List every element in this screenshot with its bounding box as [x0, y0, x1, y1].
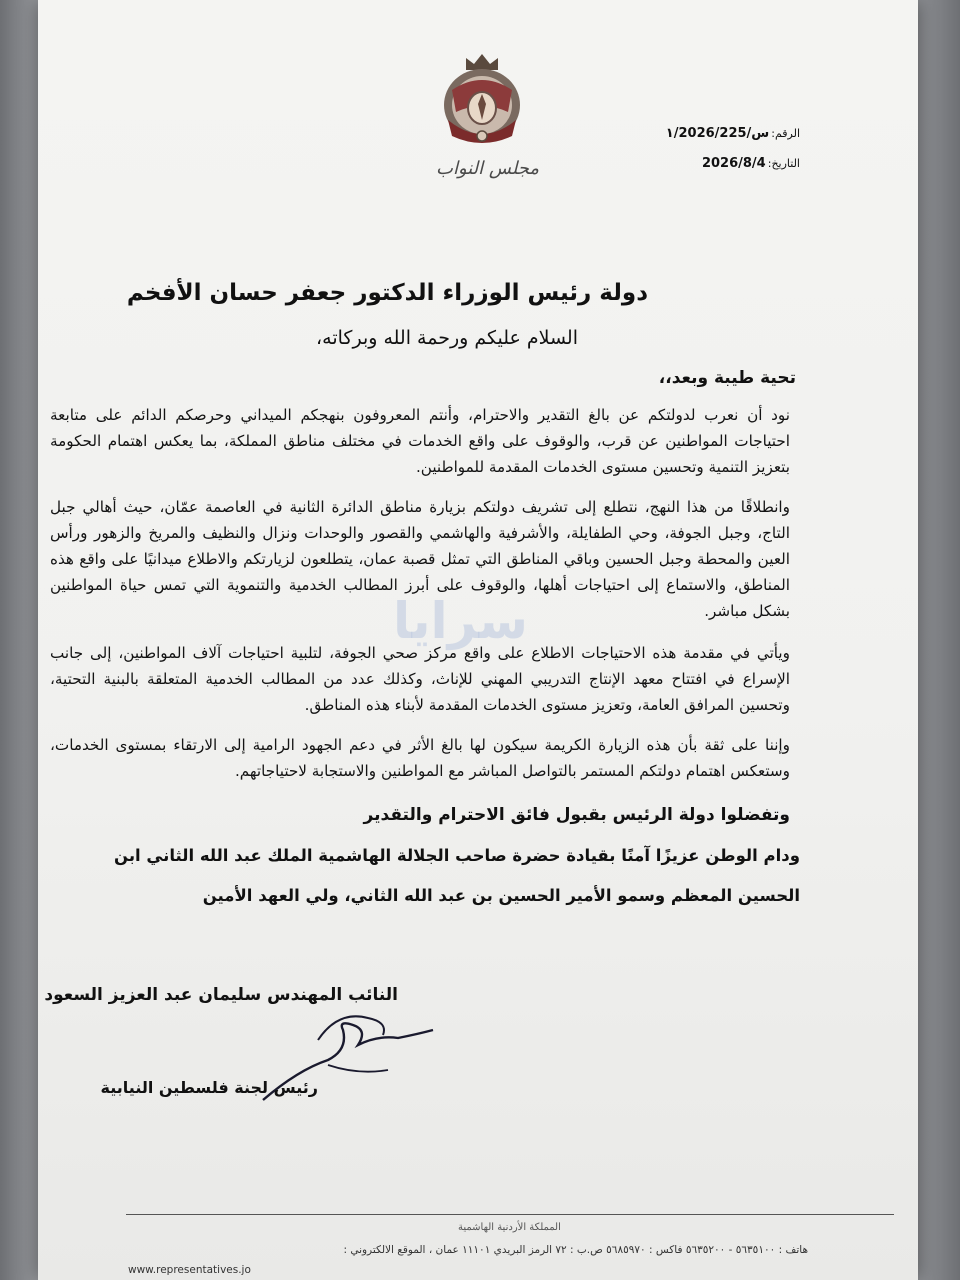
- letter-salutation: السلام عليكم ورحمة الله وبركاته،: [316, 327, 578, 349]
- footer-website: www.representatives.jo: [128, 1264, 251, 1276]
- letter-paragraph-1: نود أن نعرب لدولتكم عن بالغ التقدير والاحترام، وأنتم المعروفون بنهجكم الميداني وحرصكم الدائم على متابعة احتياجات المواطنين عن قرب، والوقوف على واقع الخدمات في مختلف مناطق المملكة، بما يعكس اهتمام الحكومة بتعزيز التنمية وتحسين مستوى الخدمات المقدمة للمواطنين.: [50, 406, 790, 476]
- footer-contact-line: هاتف : ٥٦٣٥١٠٠ - ٥٦٣٥٢٠٠ فاكس : ٥٦٨٥٩٧٠ ص.ب : ٧٢ الرمز البريدي ١١١٠١ عمان ، الموقع الالكتروني :: [343, 1244, 808, 1256]
- reference-number-label: الرقم:: [771, 127, 800, 140]
- footer-seal-text: المملكة الأردنية الهاشمية: [458, 1222, 561, 1233]
- reference-date-value: 2026/8/4: [701, 156, 766, 171]
- reference-number-value: س/١/2026/225: [665, 126, 770, 141]
- letter-closing: وتفضلوا دولة الرئيس بقبول فائق الاحترام والتقدير: [363, 805, 790, 825]
- signatory-title: رئيس لجنة فلسطين النيابية: [100, 1078, 318, 1097]
- reference-date: [702, 156, 800, 171]
- letter-paragraph-3: ويأتي في مقدمة هذه الاحتياجات الاطلاع على واقع مركز صحي الجوفة، لتلبية احتياجات آلاف المواطنين، إلى جانب الإسراع في افتتاح معهد الإنتاج التدريبي المهني للإناث، وكذلك عدد من المطالب الخدمية المتعلقة بالبنية التحتية، وتحسين المرافق العامة، وتعزيز مستوى الخدمات المقدمة لأبناء هذه المناطق.: [50, 644, 790, 714]
- letter-page: [38, 0, 918, 1280]
- signatory-name: النائب المهندس سليمان عبد العزيز السعود: [44, 985, 398, 1005]
- letter-opening: تحية طيبة وبعد،،: [658, 368, 796, 388]
- letter-paragraph-4: وإننا على ثقة بأن هذه الزيارة الكريمة سيكون لها بالغ الأثر في دعم الجهود الرامية إلى الارتقاء بمستوى الخدمات، وستعكس اهتمام دولتكم المستمر بالتواصل المباشر مع المواطنين والاستجابة لاحتياجاتهم.: [50, 736, 790, 780]
- watermark-text: سرايا: [393, 592, 528, 650]
- reference-date-label: التاريخ:: [767, 157, 800, 170]
- coat-of-arms-emblem: [438, 50, 526, 150]
- letter-prayer-line-1: ودام الوطن عزيزًا آمنًا بقيادة حضرة صاحب الجلالة الهاشمية الملك عبد الله الثاني ابن: [113, 846, 800, 865]
- letter-paragraph-2: وانطلاقًا من هذا النهج، نتطلع إلى تشريف دولتكم بزيارة مناطق الدائرة الثانية في العاصمة عمّان، حيث أهالي جبل التاج، وجبل الجوفة، وحي الطفايلة، والأشرفية والهاشمي والقصور والوحدات ونزال والنظيف والمريخ والزهور ورأس العين والمحطة وجبل الحسين وباقي المناطق التي تمثل قصبة عمان، يتطلعون لزيارتكم والاطلاع ميدانيًا على واقع هذه المناطق، والاستماع إلى احتياجات أهلها، والوقوف على أبرز المطالب الخدمية والتنموية التي تمس حياة المواطنين بشكل مباشر.: [50, 498, 790, 620]
- footer-divider: [126, 1214, 894, 1215]
- letter-prayer-line-2: الحسين المعظم وسمو الأمير الحسين بن عبد الله الثاني، ولي العهد الأمين: [202, 886, 800, 905]
- letter-addressee: دولة رئيس الوزراء الدكتور جعفر حسان الأفخم: [126, 280, 648, 306]
- parliament-name-logo: مجلس النواب: [436, 158, 540, 179]
- reference-number: [666, 126, 800, 141]
